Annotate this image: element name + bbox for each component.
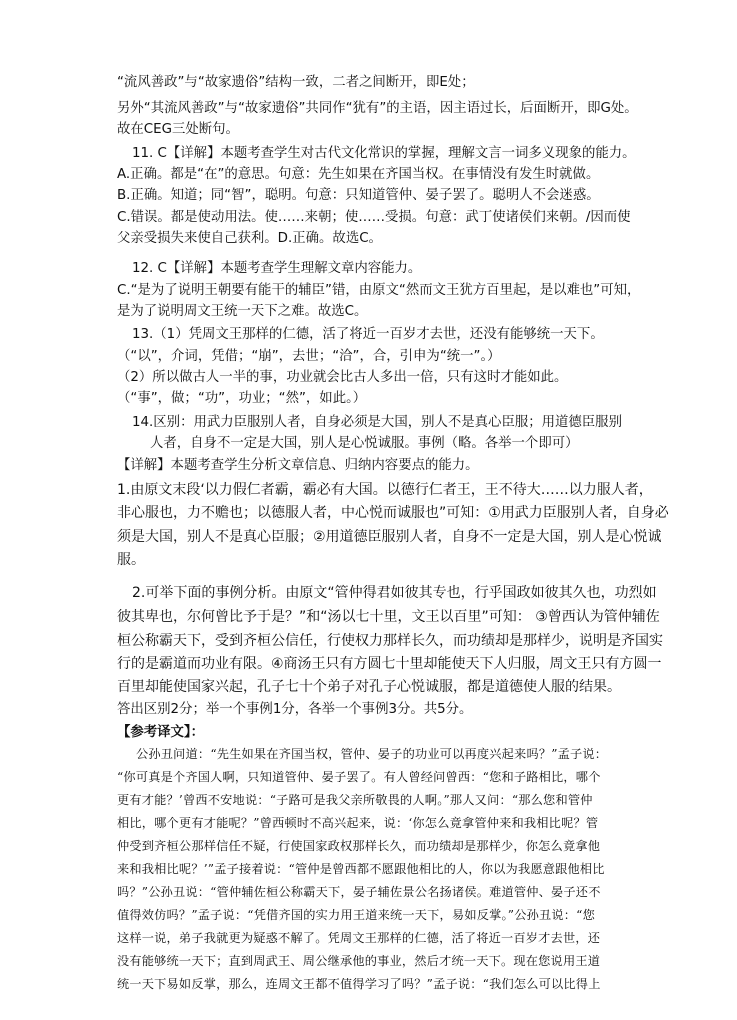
text-line: 相比，哪个更有才能呢？”曾西顿时不高兴起来，说：‘你怎么竟拿管仲来和我相比呢？管 bbox=[117, 816, 599, 830]
text-line: 来和我相比呢？’”孟子接着说：“管仲是曾西都不愿跟他相比的人，你以为我愿意跟他相比 bbox=[117, 862, 605, 876]
text-line: 没有能够统一天下；直到周武王、周公继承他的事业，然后才统一天下。现在您说用王道 bbox=[117, 954, 601, 968]
text-line: 故在CEG三处断句。 bbox=[117, 122, 239, 137]
text-line: 非心服也，力不赡也；以德服人者，中心悦而诚服也”可知：①用武力臣服别人者，自身必 bbox=[117, 505, 669, 521]
text-line: 桓公称霸天下，受到齐桓公信任，行使权力那样长久，而功绩却是那样少，说明是齐国实 bbox=[117, 633, 663, 649]
text-line: 值得效仿吗？”孟子说：“凭借齐国的实力用王道来统一天下，易如反掌。”公孙丑说：“您 bbox=[117, 908, 595, 922]
text-line: 【详解】本题考查学生分析文章信息、归纳内容要点的能力。 bbox=[117, 458, 479, 473]
text-line: 答出区别2分；举一个事例1分，各举一个事例3分。共5分。 bbox=[117, 702, 473, 717]
text-line: 这样一说，弟子我就更为疑惑不解了。凭周文王那样的仁德，活了将近一百岁才去世，还 bbox=[117, 931, 601, 945]
text-line: 11. C【详解】本题考查学生对古代文化常识的掌握，理解文言一词多义现象的能力。 bbox=[132, 146, 636, 161]
text-line: 人者，自身不一定是大国，别人是心悦诚服。事例（略。各举一个即可） bbox=[150, 436, 579, 451]
text-line: 统一天下易如反掌，那么，连周文王都不值得学习了吗？”孟子说：“我们怎么可以比得上 bbox=[117, 977, 601, 991]
text-line: 12. C【详解】本题考查学生理解文章内容能力。 bbox=[132, 261, 422, 276]
text-line: C.错误。都是使动用法。使……来朝；使……受损。句意：武丁使诸侯们来朝。/因而使 bbox=[117, 210, 631, 225]
text-line: 须是大国，别人不是真心臣服；②用道德臣服别人者，自身不一定是大国，别人是心悦诚 bbox=[117, 529, 662, 545]
text-line: 2.可举下面的事例分析。由原文“管仲得君如彼其专也，行乎国政如彼其久也，功烈如 bbox=[132, 585, 657, 601]
text-line: 13.（1）凭周文王那样的仁德，活了将近一百岁才去世，还没有能够统一天下。 bbox=[132, 327, 604, 342]
text-line: 更有才能？’曾西不安地说：“子路可是我父亲所敬畏的人啊。”那人又问：“那么您和管仲 bbox=[117, 793, 593, 807]
text-line: “你可真是个齐国人啊，只知道管仲、晏子罢了。有人曾经问曾西：“您和子路相比，哪个 bbox=[117, 770, 601, 784]
text-line: “流风善政”与“故家遗俗”结构一致，二者之间断开，即E处； bbox=[117, 75, 475, 90]
text-line: 父亲受损失来使自己获利。D.正确。故选C。 bbox=[117, 231, 382, 246]
section-heading: 【参考译文】： bbox=[117, 725, 205, 740]
text-line: 1.由原文末段‘以力假仁者霸，霸必有大国。以德行仁者王，王不待大……以力服人者， bbox=[117, 482, 653, 498]
text-line: 百里却能使国家兴起，孔子七十个弟子对孔子心悦诚服，都是道德使人服的结果。 bbox=[117, 679, 621, 695]
text-line: 吗？”公孙丑说：“管仲辅佐桓公称霸天下，晏子辅佐景公名扬诸侯。难道管仲、晏子还不 bbox=[117, 885, 601, 899]
text-line: A.正确。都是“在”的意思。句意：先生如果在齐国当权。在事情没有发生时就做。 bbox=[117, 167, 600, 182]
text-line: 14.区别：用武力臣服别人者，自身必须是大国，别人不是真心臣服；用道德臣服别 bbox=[132, 415, 622, 430]
text-line: （“以”，介词，凭借；“崩”，去世；“洽”，合，引申为“统一”。） bbox=[117, 349, 501, 364]
text-line: （“事”，做；“功”，功业；“然”，如此。） bbox=[117, 391, 367, 406]
text-line: B.正确。知道；同“智”，聪明。句意：只知道管仲、晏子罢了。聪明人不会迷惑。 bbox=[117, 188, 600, 203]
text-line: 彼其卑也，尔何曾比予于是？”和“汤以七十里，文王以百里”可知： ③曾西认为管仲辅佐 bbox=[117, 609, 660, 625]
text-line: 仲受到齐桓公那样信任不疑，行使国家政权那样长久，而功绩却是那样少，你怎么竟拿他 bbox=[117, 839, 601, 853]
text-line: 行的是霸道而功业有限。④商汤王只有方圆七十里却能使天下人归服，周文王只有方圆一 bbox=[117, 656, 662, 672]
text-line: 是为了说明周文王统一天下之难。故选C。 bbox=[117, 304, 368, 319]
text-line: 公孙丑问道：“先生如果在齐国当权，管仲、晏子的功业可以再度兴起来吗？”孟子说： bbox=[136, 747, 608, 761]
text-line: 另外“其流风善政”与“故家遗俗”共同作“犹有”的主语，因主语过长，后面断开，即G处。 bbox=[117, 101, 638, 116]
text-line: 服。 bbox=[117, 552, 145, 568]
text-line: C.“是为了说明王朝要有能干的辅臣”错，由原文“然而文王犹方百里起，是以难也”可知， bbox=[117, 283, 641, 298]
text-line: （2）所以做古人一半的事，功业就会比古人多出一倍，只有这时才能如此。 bbox=[117, 370, 568, 385]
